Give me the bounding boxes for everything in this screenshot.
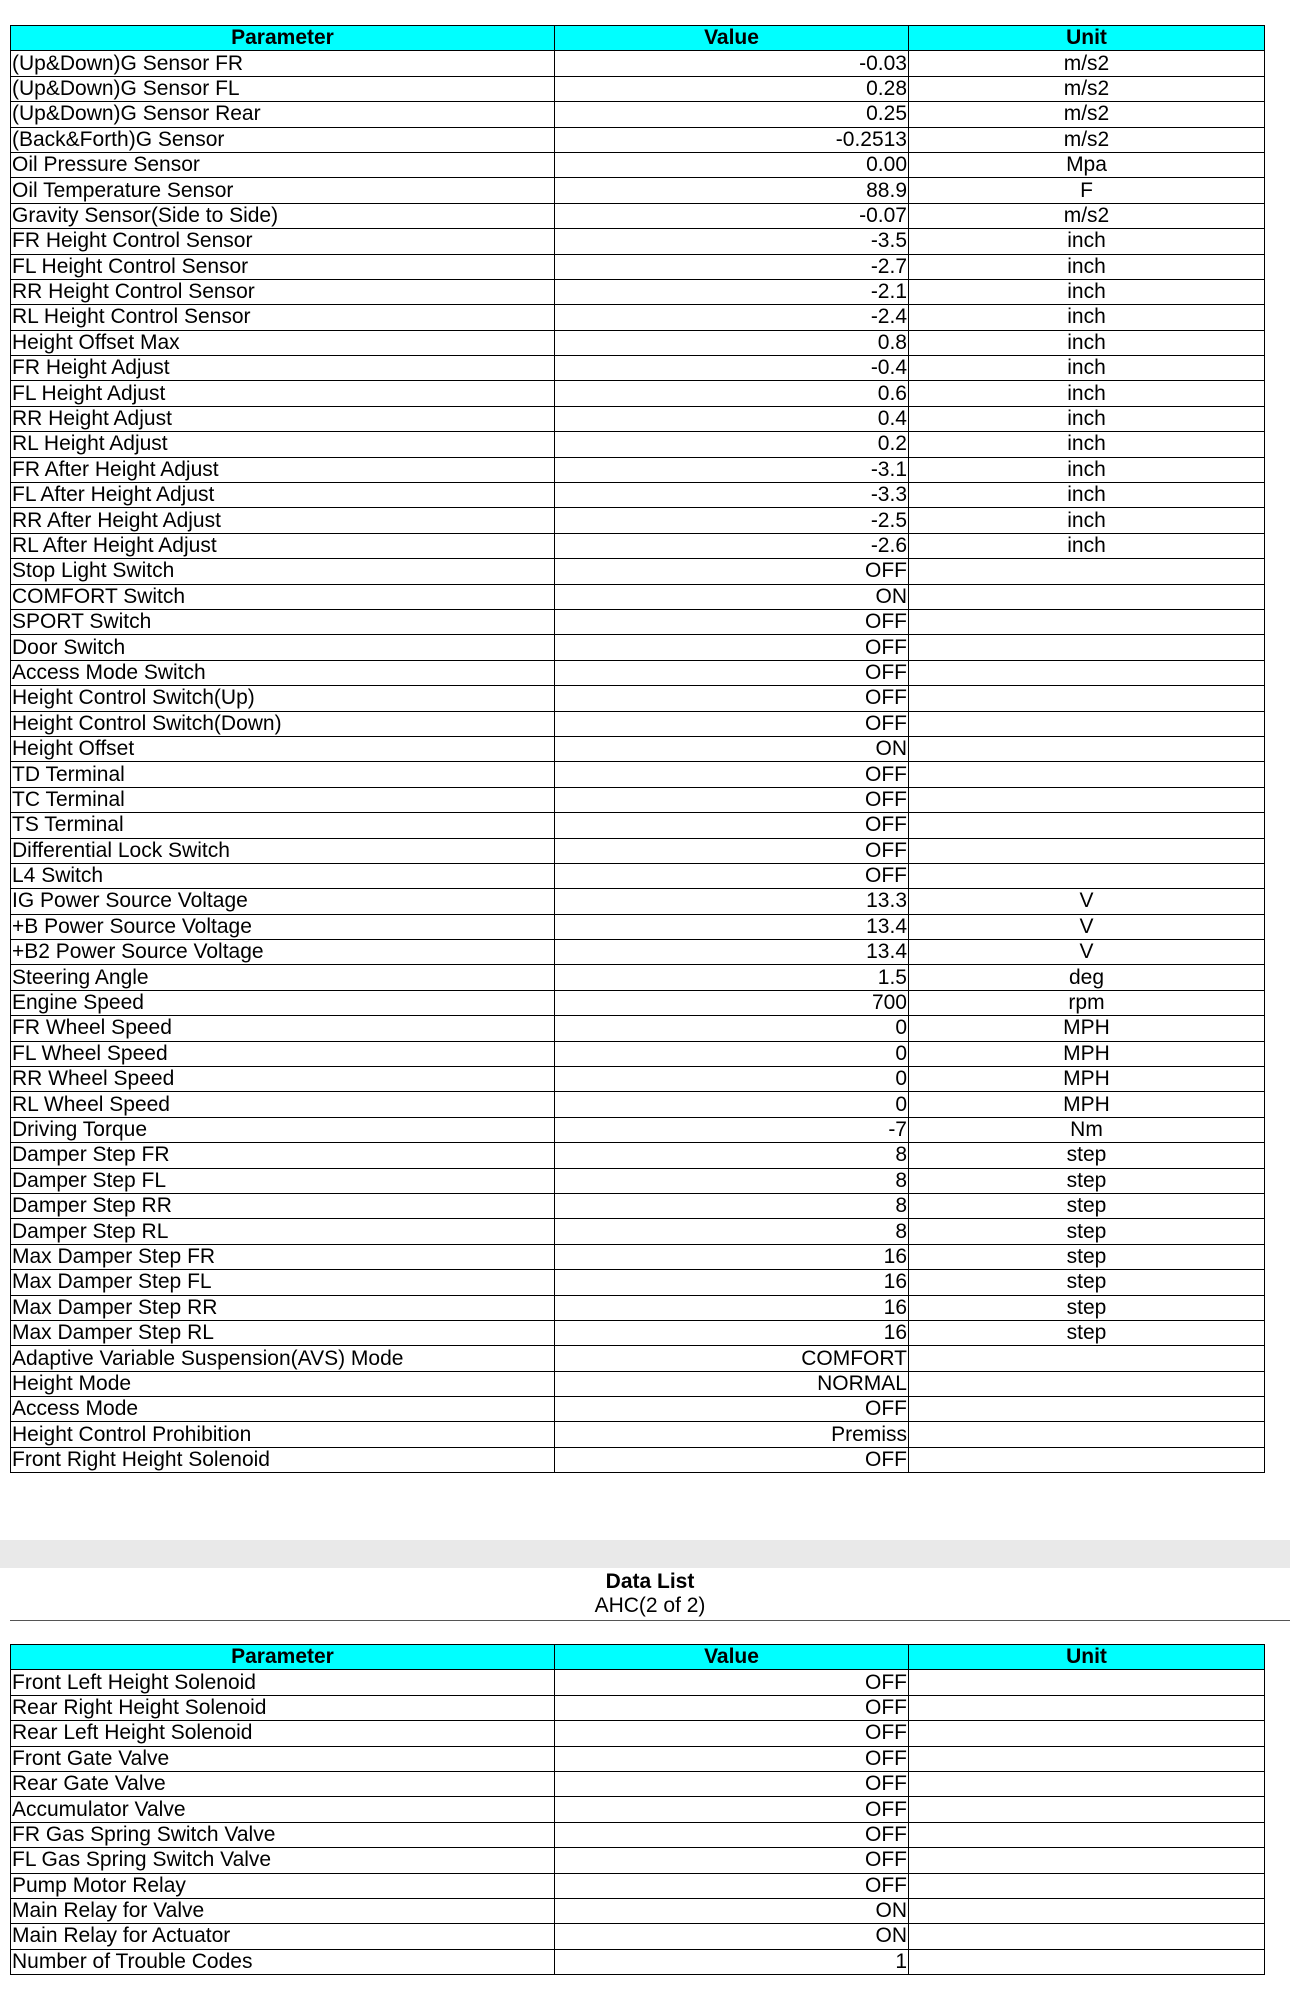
parameter-cell: Max Damper Step RR: [11, 1295, 555, 1320]
value-cell: 16: [555, 1295, 909, 1320]
value-cell: OFF: [555, 1746, 909, 1771]
table-row: [11, 1320, 1265, 1345]
data-list-subtitle: AHC(2 of 2): [594, 1594, 706, 1617]
value-cell: -2.1: [555, 279, 909, 304]
parameter-cell: FR Height Control Sensor: [11, 229, 555, 254]
table-row: [11, 1397, 1265, 1422]
unit-cell: m/s2: [909, 51, 1265, 76]
table-row: [11, 635, 1265, 660]
value-cell: OFF: [555, 1771, 909, 1796]
parameter-cell: Front Left Height Solenoid: [11, 1670, 555, 1695]
parameter-cell: (Up&Down)G Sensor FL: [11, 76, 555, 101]
table-row: [11, 1219, 1265, 1244]
unit-cell: [909, 1924, 1265, 1949]
value-cell: OFF: [555, 1670, 909, 1695]
table-row: [11, 1168, 1265, 1193]
parameter-cell: Differential Lock Switch: [11, 838, 555, 863]
table-row: [11, 330, 1265, 355]
table-row: [11, 229, 1265, 254]
parameter-cell: Rear Gate Valve: [11, 1771, 555, 1796]
parameter-cell: Door Switch: [11, 635, 555, 660]
value-cell: 16: [555, 1244, 909, 1269]
value-cell: OFF: [555, 1848, 909, 1873]
table-row: [11, 559, 1265, 584]
value-cell: OFF: [555, 863, 909, 888]
value-cell: 0: [555, 1067, 909, 1092]
value-cell: 0.2: [555, 432, 909, 457]
table-row: [11, 990, 1265, 1015]
parameter-cell: RR Wheel Speed: [11, 1067, 555, 1092]
parameter-cell: Front Gate Valve: [11, 1746, 555, 1771]
unit-cell: m/s2: [909, 76, 1265, 101]
value-cell: 13.4: [555, 914, 909, 939]
parameter-cell: FR Gas Spring Switch Valve: [11, 1822, 555, 1847]
table-row: [11, 508, 1265, 533]
unit-cell: inch: [909, 533, 1265, 558]
table-row: [11, 1193, 1265, 1218]
value-cell: -3.3: [555, 483, 909, 508]
table-row: [11, 1949, 1265, 1974]
unit-cell: inch: [909, 330, 1265, 355]
table-row: [11, 1695, 1265, 1720]
unit-cell: inch: [909, 483, 1265, 508]
parameter-cell: FL Height Adjust: [11, 381, 555, 406]
unit-cell: F: [909, 178, 1265, 203]
table-row: [11, 457, 1265, 482]
parameter-cell: FR Height Adjust: [11, 356, 555, 381]
parameter-cell: Access Mode Switch: [11, 660, 555, 685]
parameter-cell: RR Height Adjust: [11, 406, 555, 431]
unit-cell: [909, 1721, 1265, 1746]
table-row: [11, 1143, 1265, 1168]
table-row: [11, 1873, 1265, 1898]
table-row: [11, 381, 1265, 406]
value-cell: OFF: [555, 711, 909, 736]
parameter-cell: Pump Motor Relay: [11, 1873, 555, 1898]
table-row: [11, 1016, 1265, 1041]
parameter-cell: FR After Height Adjust: [11, 457, 555, 482]
parameter-cell: Max Damper Step FR: [11, 1244, 555, 1269]
value-cell: 1.5: [555, 965, 909, 990]
value-column-header: Value: [555, 1645, 909, 1670]
table-row: [11, 1371, 1265, 1396]
value-cell: 0: [555, 1092, 909, 1117]
table-row: [11, 1346, 1265, 1371]
table-row: [11, 965, 1265, 990]
unit-cell: step: [909, 1143, 1265, 1168]
table-row: [11, 533, 1265, 558]
table-body-1: [11, 51, 1265, 1473]
unit-cell: [909, 1848, 1265, 1873]
parameter-cell: Height Control Prohibition: [11, 1422, 555, 1447]
value-cell: 0.28: [555, 76, 909, 101]
unit-cell: [909, 1949, 1265, 1974]
unit-column-header: Unit: [909, 26, 1265, 51]
unit-cell: [909, 1898, 1265, 1923]
parameter-cell: Height Control Switch(Down): [11, 711, 555, 736]
table-row: [11, 432, 1265, 457]
value-cell: 0.00: [555, 152, 909, 177]
parameter-cell: RL Wheel Speed: [11, 1092, 555, 1117]
table-row: [11, 51, 1265, 76]
unit-cell: Nm: [909, 1117, 1265, 1142]
unit-cell: inch: [909, 279, 1265, 304]
table-row: [11, 762, 1265, 787]
value-cell: 0.8: [555, 330, 909, 355]
unit-cell: MPH: [909, 1016, 1265, 1041]
table-row: [11, 584, 1265, 609]
unit-cell: [909, 787, 1265, 812]
value-cell: 16: [555, 1320, 909, 1345]
parameter-cell: RR Height Control Sensor: [11, 279, 555, 304]
parameter-cell: TC Terminal: [11, 787, 555, 812]
parameter-cell: Accumulator Valve: [11, 1797, 555, 1822]
unit-cell: [909, 1695, 1265, 1720]
unit-cell: [909, 609, 1265, 634]
value-cell: OFF: [555, 838, 909, 863]
unit-cell: inch: [909, 457, 1265, 482]
value-cell: ON: [555, 1924, 909, 1949]
parameter-cell: RL After Height Adjust: [11, 533, 555, 558]
unit-column-header: Unit: [909, 1645, 1265, 1670]
parameter-cell: Stop Light Switch: [11, 559, 555, 584]
parameter-cell: (Back&Forth)G Sensor: [11, 127, 555, 152]
table-row: [11, 203, 1265, 228]
unit-cell: [909, 559, 1265, 584]
parameter-cell: Damper Step RR: [11, 1193, 555, 1218]
table-row: [11, 889, 1265, 914]
unit-cell: [909, 1371, 1265, 1396]
table-row: [11, 736, 1265, 761]
parameter-cell: Main Relay for Actuator: [11, 1924, 555, 1949]
unit-cell: [909, 1346, 1265, 1371]
unit-cell: [909, 1447, 1265, 1472]
unit-cell: V: [909, 940, 1265, 965]
table-row: [11, 127, 1265, 152]
table-row: [11, 940, 1265, 965]
parameter-cell: SPORT Switch: [11, 609, 555, 634]
table-row: [11, 254, 1265, 279]
value-cell: OFF: [555, 1822, 909, 1847]
table-row: [11, 1797, 1265, 1822]
parameter-cell: COMFORT Switch: [11, 584, 555, 609]
unit-cell: inch: [909, 432, 1265, 457]
table-row: [11, 1447, 1265, 1472]
unit-cell: [909, 838, 1265, 863]
value-cell: 1: [555, 1949, 909, 1974]
unit-cell: MPH: [909, 1067, 1265, 1092]
table-row: [11, 914, 1265, 939]
parameter-cell: L4 Switch: [11, 863, 555, 888]
unit-cell: [909, 1746, 1265, 1771]
value-cell: 8: [555, 1219, 909, 1244]
unit-cell: m/s2: [909, 127, 1265, 152]
value-cell: 0: [555, 1041, 909, 1066]
parameter-cell: RL Height Control Sensor: [11, 305, 555, 330]
unit-cell: [909, 1771, 1265, 1796]
value-cell: NORMAL: [555, 1371, 909, 1396]
parameter-cell: Oil Temperature Sensor: [11, 178, 555, 203]
unit-cell: step: [909, 1320, 1265, 1345]
value-cell: Premiss: [555, 1422, 909, 1447]
value-cell: OFF: [555, 1695, 909, 1720]
parameter-cell: RL Height Adjust: [11, 432, 555, 457]
value-cell: 700: [555, 990, 909, 1015]
value-cell: OFF: [555, 559, 909, 584]
table-row: [11, 609, 1265, 634]
parameter-cell: Rear Left Height Solenoid: [11, 1721, 555, 1746]
table-row: [11, 152, 1265, 177]
parameter-column-header: Parameter: [11, 26, 555, 51]
table-row: [11, 1092, 1265, 1117]
unit-cell: inch: [909, 381, 1265, 406]
table-row: [11, 279, 1265, 304]
unit-cell: [909, 863, 1265, 888]
parameter-cell: FL Height Control Sensor: [11, 254, 555, 279]
unit-cell: step: [909, 1295, 1265, 1320]
parameter-column-header: Parameter: [11, 1645, 555, 1670]
value-cell: OFF: [555, 787, 909, 812]
unit-cell: step: [909, 1244, 1265, 1269]
table-header-row: [11, 26, 1265, 51]
value-cell: 13.3: [555, 889, 909, 914]
value-cell: OFF: [555, 1873, 909, 1898]
parameter-cell: TD Terminal: [11, 762, 555, 787]
parameter-cell: Damper Step FL: [11, 1168, 555, 1193]
parameter-cell: Oil Pressure Sensor: [11, 152, 555, 177]
value-cell: -7: [555, 1117, 909, 1142]
unit-cell: inch: [909, 254, 1265, 279]
table-row: [11, 483, 1265, 508]
parameter-cell: Damper Step RL: [11, 1219, 555, 1244]
value-cell: 8: [555, 1168, 909, 1193]
table-row: [11, 660, 1265, 685]
value-cell: 0.25: [555, 102, 909, 127]
parameter-cell: Height Offset Max: [11, 330, 555, 355]
unit-cell: inch: [909, 305, 1265, 330]
unit-cell: [909, 736, 1265, 761]
value-cell: -0.03: [555, 51, 909, 76]
value-cell: OFF: [555, 660, 909, 685]
parameter-cell: RR After Height Adjust: [11, 508, 555, 533]
value-cell: 16: [555, 1270, 909, 1295]
unit-cell: [909, 711, 1265, 736]
table-row: [11, 1270, 1265, 1295]
unit-cell: [909, 1822, 1265, 1847]
value-cell: OFF: [555, 1797, 909, 1822]
parameter-cell: FL After Height Adjust: [11, 483, 555, 508]
data-table-2: [10, 1644, 1265, 1975]
unit-cell: MPH: [909, 1092, 1265, 1117]
unit-cell: [909, 813, 1265, 838]
value-cell: -0.2513: [555, 127, 909, 152]
value-cell: OFF: [555, 609, 909, 634]
table-row: [11, 863, 1265, 888]
parameter-cell: FR Wheel Speed: [11, 1016, 555, 1041]
table-row: [11, 1670, 1265, 1695]
data-list-header: [10, 1568, 1290, 1621]
unit-cell: Mpa: [909, 152, 1265, 177]
parameter-cell: Access Mode: [11, 1397, 555, 1422]
parameter-cell: Front Right Height Solenoid: [11, 1447, 555, 1472]
table-row: [11, 1117, 1265, 1142]
unit-cell: m/s2: [909, 102, 1265, 127]
table-row: [11, 838, 1265, 863]
value-cell: -2.4: [555, 305, 909, 330]
table-row: [11, 1898, 1265, 1923]
unit-cell: inch: [909, 406, 1265, 431]
unit-cell: [909, 1797, 1265, 1822]
parameter-cell: +B2 Power Source Voltage: [11, 940, 555, 965]
value-cell: 0.4: [555, 406, 909, 431]
parameter-cell: Rear Right Height Solenoid: [11, 1695, 555, 1720]
parameter-cell: Main Relay for Valve: [11, 1898, 555, 1923]
value-cell: 8: [555, 1143, 909, 1168]
table-row: [11, 1244, 1265, 1269]
table-row: [11, 406, 1265, 431]
data-list-page-2: [0, 1568, 1290, 2014]
table-row: [11, 1822, 1265, 1847]
table-row: [11, 1746, 1265, 1771]
value-cell: 0: [555, 1016, 909, 1041]
unit-cell: [909, 584, 1265, 609]
unit-cell: step: [909, 1270, 1265, 1295]
table-row: [11, 1422, 1265, 1447]
unit-cell: rpm: [909, 990, 1265, 1015]
value-cell: OFF: [555, 762, 909, 787]
value-cell: OFF: [555, 1397, 909, 1422]
unit-cell: V: [909, 889, 1265, 914]
table-row: [11, 305, 1265, 330]
unit-cell: [909, 1422, 1265, 1447]
value-cell: -3.1: [555, 457, 909, 482]
parameter-cell: Damper Step FR: [11, 1143, 555, 1168]
value-cell: -0.07: [555, 203, 909, 228]
unit-cell: inch: [909, 229, 1265, 254]
parameter-cell: (Up&Down)G Sensor FR: [11, 51, 555, 76]
parameter-cell: Max Damper Step RL: [11, 1320, 555, 1345]
unit-cell: m/s2: [909, 203, 1265, 228]
value-cell: -0.4: [555, 356, 909, 381]
table-row: [11, 1067, 1265, 1092]
value-cell: OFF: [555, 813, 909, 838]
unit-cell: [909, 1397, 1265, 1422]
parameter-cell: Height Offset: [11, 736, 555, 761]
table-row: [11, 686, 1265, 711]
parameter-cell: FL Gas Spring Switch Valve: [11, 1848, 555, 1873]
table-row: [11, 711, 1265, 736]
unit-cell: step: [909, 1219, 1265, 1244]
data-list-title: Data List: [605, 1570, 695, 1593]
table-row: [11, 787, 1265, 812]
table-row: [11, 1721, 1265, 1746]
unit-cell: [909, 1873, 1265, 1898]
unit-cell: MPH: [909, 1041, 1265, 1066]
table-header-row: [11, 1645, 1265, 1670]
value-cell: ON: [555, 1898, 909, 1923]
value-cell: OFF: [555, 1721, 909, 1746]
unit-cell: step: [909, 1168, 1265, 1193]
value-cell: -2.5: [555, 508, 909, 533]
value-cell: ON: [555, 736, 909, 761]
parameter-cell: Adaptive Variable Suspension(AVS) Mode: [11, 1346, 555, 1371]
parameter-cell: Gravity Sensor(Side to Side): [11, 203, 555, 228]
unit-cell: deg: [909, 965, 1265, 990]
parameter-cell: Number of Trouble Codes: [11, 1949, 555, 1974]
unit-cell: [909, 660, 1265, 685]
table-row: [11, 356, 1265, 381]
parameter-cell: FL Wheel Speed: [11, 1041, 555, 1066]
value-cell: 13.4: [555, 940, 909, 965]
value-cell: ON: [555, 584, 909, 609]
value-cell: COMFORT: [555, 1346, 909, 1371]
table-row: [11, 102, 1265, 127]
table-row: [11, 178, 1265, 203]
parameter-cell: Height Control Switch(Up): [11, 686, 555, 711]
parameter-cell: Height Mode: [11, 1371, 555, 1396]
table-row: [11, 1771, 1265, 1796]
value-cell: 0.6: [555, 381, 909, 406]
value-cell: 8: [555, 1193, 909, 1218]
unit-cell: [909, 635, 1265, 660]
value-cell: OFF: [555, 1447, 909, 1472]
parameter-cell: Max Damper Step FL: [11, 1270, 555, 1295]
table-body-2: [11, 1670, 1265, 1975]
value-cell: OFF: [555, 686, 909, 711]
table-row: [11, 1295, 1265, 1320]
value-cell: -2.7: [555, 254, 909, 279]
table-row: [11, 1924, 1265, 1949]
parameter-cell: Driving Torque: [11, 1117, 555, 1142]
unit-cell: V: [909, 914, 1265, 939]
table-row: [11, 1041, 1265, 1066]
value-cell: -2.6: [555, 533, 909, 558]
unit-cell: inch: [909, 356, 1265, 381]
parameter-cell: IG Power Source Voltage: [11, 889, 555, 914]
table-row: [11, 813, 1265, 838]
parameter-cell: Steering Angle: [11, 965, 555, 990]
value-column-header: Value: [555, 26, 909, 51]
unit-cell: [909, 1670, 1265, 1695]
unit-cell: [909, 762, 1265, 787]
unit-cell: [909, 686, 1265, 711]
table-row: [11, 1848, 1265, 1873]
parameter-cell: TS Terminal: [11, 813, 555, 838]
data-table-1: [10, 25, 1265, 1473]
unit-cell: step: [909, 1193, 1265, 1218]
table-row: [11, 76, 1265, 101]
parameter-cell: (Up&Down)G Sensor Rear: [11, 102, 555, 127]
value-cell: -3.5: [555, 229, 909, 254]
parameter-cell: +B Power Source Voltage: [11, 914, 555, 939]
unit-cell: inch: [909, 508, 1265, 533]
parameter-cell: Engine Speed: [11, 990, 555, 1015]
value-cell: OFF: [555, 635, 909, 660]
value-cell: 88.9: [555, 178, 909, 203]
